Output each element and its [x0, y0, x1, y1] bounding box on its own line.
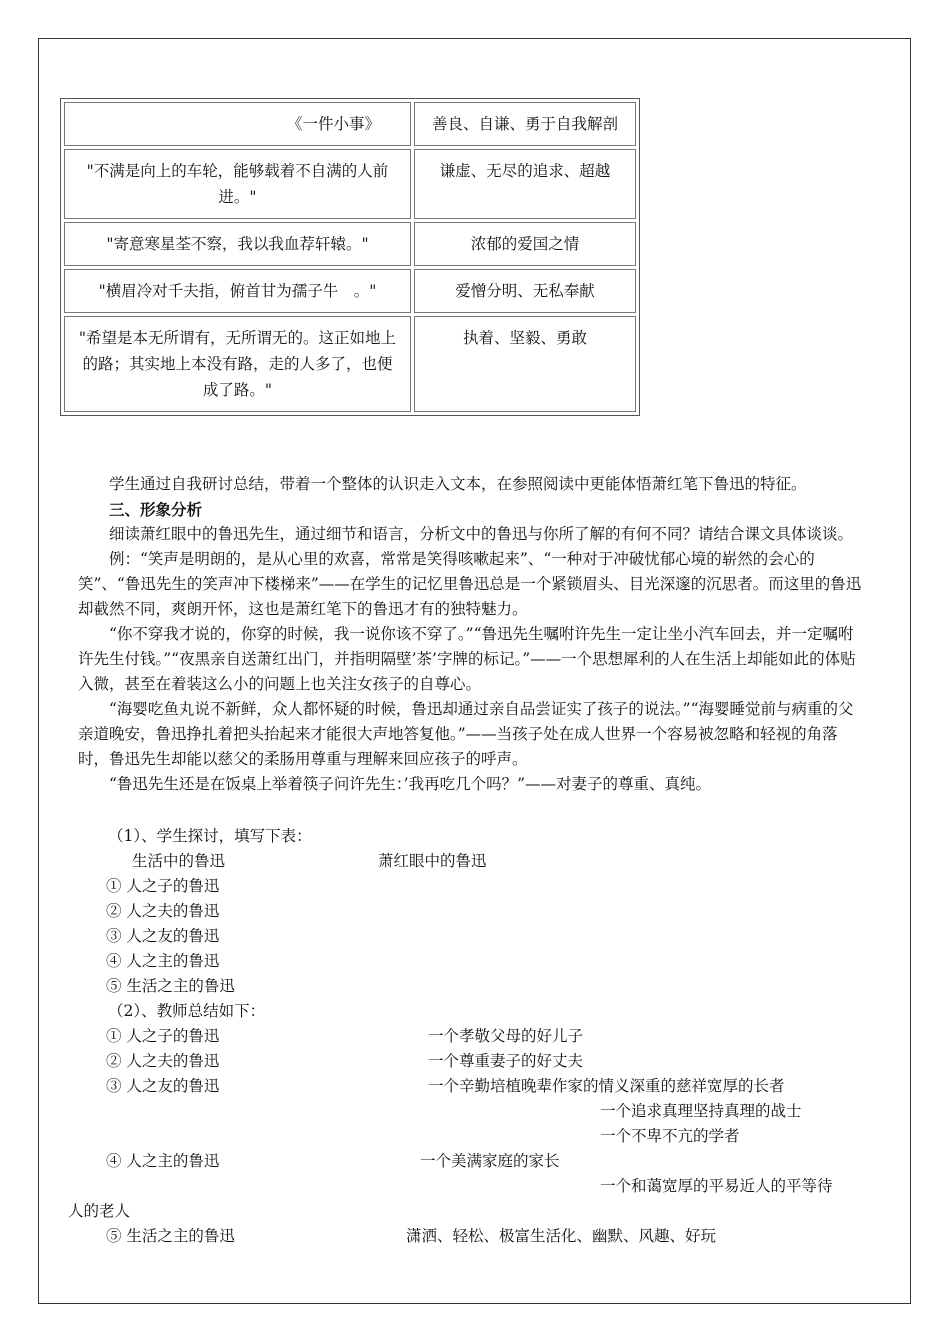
table-row — [64, 269, 636, 313]
list-item: ① 人之子的鲁迅 — [106, 1027, 220, 1045]
quote-cell: "不满是向上的车轮，能够载着不自满的人前进。" — [64, 149, 411, 219]
trait-cell: 爱憎分明、无私奉献 — [414, 269, 636, 313]
trait-cell: 善良、自谦、勇于自我解剖 — [414, 102, 636, 146]
quote-cell: 《一件小事》 — [64, 102, 411, 146]
list-item-desc: 人的老人 — [68, 1202, 131, 1220]
paragraph: “鲁迅先生还是在饭桌上举着筷子问许先生：’我再吃几个吗？”——对妻子的尊重、真纯。 — [109, 775, 712, 793]
exercise-col-right: 萧红眼中的鲁迅 — [378, 852, 487, 870]
table-row — [64, 222, 636, 266]
list-item-desc: 一个美满家庭的家长 — [420, 1152, 560, 1170]
list-item-desc: 一个尊重妻子的好丈夫 — [428, 1052, 584, 1070]
trait-cell: 执着、坚毅、勇敢 — [414, 316, 636, 412]
list-item-desc: 一个不卑不亢的学者 — [600, 1127, 740, 1145]
list-item-desc: 一个孝敬父母的好儿子 — [428, 1027, 584, 1045]
quote-cell: "寄意寒星荃不察，我以我血荐轩辕。" — [64, 222, 411, 266]
list-item-desc: 一个辛勤培植晚辈作家的情义深重的慈祥宽厚的长者 — [428, 1077, 785, 1095]
exercise-prompt: （1）、学生探讨，填写下表： — [108, 827, 312, 845]
list-item: ⑤ 生活之主的鲁迅 — [106, 977, 235, 995]
list-item: ⑤ 生活之主的鲁迅 — [106, 1227, 235, 1245]
quote-cell: "横眉冷对千夫指，俯首甘为孺子牛 。" — [64, 269, 411, 313]
list-item-desc: 一个追求真理坚持真理的战士 — [600, 1102, 802, 1120]
list-item: ② 人之夫的鲁迅 — [106, 902, 220, 920]
trait-cell: 浓郁的爱国之情 — [414, 222, 636, 266]
teacher-prompt: （2）、教师总结如下： — [108, 1002, 266, 1020]
list-item: ② 人之夫的鲁迅 — [106, 1052, 220, 1070]
paragraph: “海婴吃鱼丸说不新鲜，众人都怀疑的时候，鲁迅却通过亲自品尝证实了孩子的说法。”“海婴睡觉前与病重的父亲道晚安，鲁迅挣扎着把头抬起来才能很大声地答复他。”——当孩子处在成人世界一个容易被忽略和轻视的角落时，鲁迅先生却能以慈父的柔肠用尊重与理解来回应孩子的呼声。 — [78, 700, 854, 768]
list-item-desc: 一个和蔼宽厚的平易近人的平等待 — [600, 1177, 833, 1195]
list-item: ④ 人之主的鲁迅 — [106, 1152, 220, 1170]
list-item: ① 人之子的鲁迅 — [106, 877, 220, 895]
list-item: ③ 人之友的鲁迅 — [106, 927, 220, 945]
quote-trait-table — [60, 98, 640, 416]
paragraph: 细读萧红眼中的鲁迅先生，通过细节和语言，分析文中的鲁迅与你所了解的有何不同？请结合课文具体谈谈。 — [109, 525, 854, 543]
table-row — [64, 149, 636, 219]
body-text — [78, 472, 868, 797]
list-item: ④ 人之主的鲁迅 — [106, 952, 220, 970]
quote-cell: "希望是本无所谓有，无所谓无的。这正如地上的路；其实地上本没有路，走的人多了，也便成了路。" — [64, 316, 411, 412]
table-row — [64, 316, 636, 412]
trait-cell: 谦虚、无尽的追求、超越 — [414, 149, 636, 219]
exercise-col-left: 生活中的鲁迅 — [132, 852, 226, 870]
paragraph: 例：“笑声是明朗的，是从心里的欢喜，常常是笑得咳嗽起来”、“一种对于冲破忧郁心境的崭然的会心的笑”、“鲁迅先生的笑声冲下楼梯来”——在学生的记忆里鲁迅总是一个紧锁眉头、目光深邃的沉思者。而这里的鲁迅却截然不同，爽朗开怀，这也是萧红笔下的鲁迅才有的独特魅力。 — [78, 550, 862, 618]
table-row — [64, 102, 636, 146]
list-item-desc: 潇洒、轻松、极富生活化、幽默、风趣、好玩 — [406, 1227, 717, 1245]
list-item: ③ 人之友的鲁迅 — [106, 1077, 220, 1095]
section-title: 三、形象分析 — [109, 500, 203, 519]
summary-paragraph: 学生通过自我研讨总结，带着一个整体的认识走入文本，在参照阅读中更能体悟萧红笔下鲁迅的特征。 — [109, 475, 807, 493]
paragraph: “你不穿我才说的，你穿的时候，我一说你该不穿了。”“鲁迅先生嘱咐许先生一定让坐小汽车回去，并一定嘱咐许先生付钱。”“夜黑亲自送萧红出门，并指明隔壁’茶’字牌的标记。”——一个思想犀利的人在生活上却能如此的体贴入微，甚至在着装这么小的问题上也关注女孩子的自尊心。 — [78, 625, 856, 693]
